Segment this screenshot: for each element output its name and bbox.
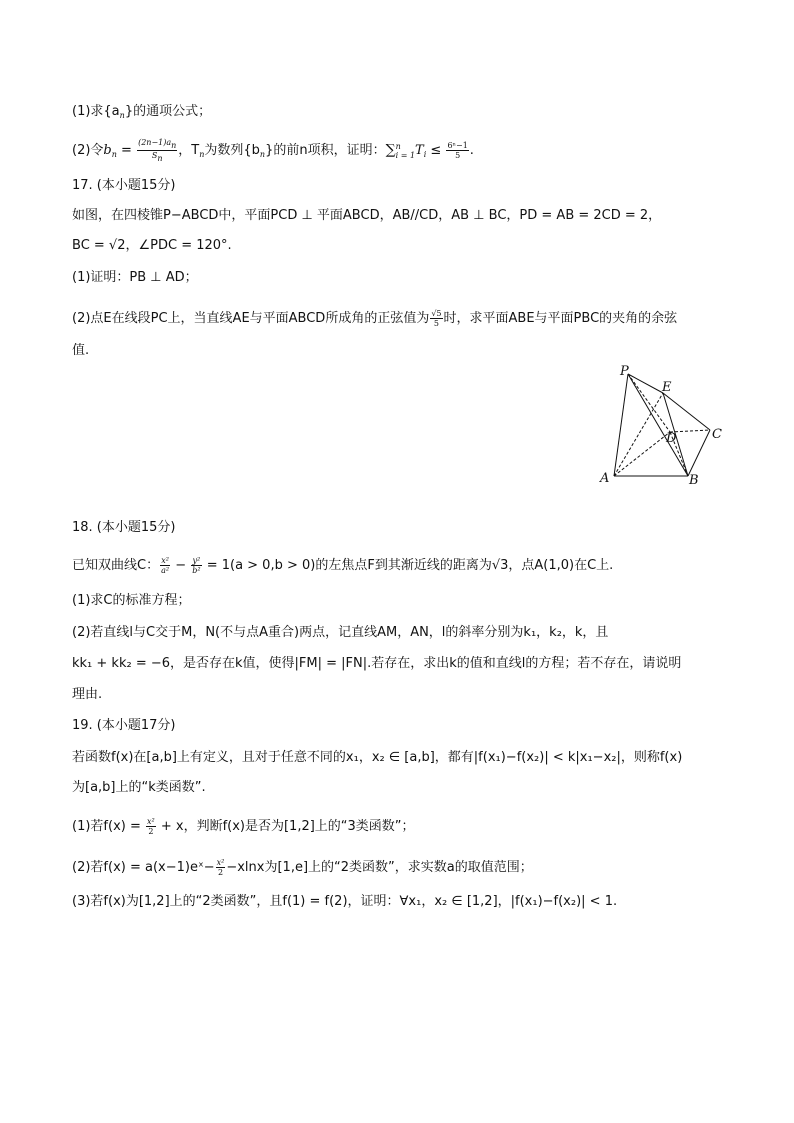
q16-part1-text: (1)求{a — [72, 104, 120, 119]
q16-frac-den: S — [151, 151, 158, 160]
q19-part2-a: (2)若f(x) = a(x−1)eˣ− — [72, 860, 215, 875]
q17-part2-text-b: 时，求平面ABE与平面PBC的夹角的余弦 — [443, 311, 678, 326]
q19-part2-frac-den: 2 — [217, 868, 224, 877]
label-B: B — [689, 473, 699, 488]
q19-part2-b: −xlnx为[1,e]上的“2类函数”，求实数a的取值范围； — [226, 860, 533, 875]
q17-sine-den: 5 — [433, 319, 439, 328]
q19-part1-frac-den: 2 — [148, 827, 154, 836]
label-C: C — [712, 427, 722, 442]
label-A: A — [600, 471, 610, 486]
q16-end: . — [469, 143, 474, 158]
q18-part2-line2: kk₁ + kk₂ = −6，是否存在k值，使得|FM| = |FN|.若存在，求出k的值和直线l的方程；若不存在，请说明 — [72, 656, 682, 671]
q18-heading: 18. (本小题15分) — [72, 520, 176, 535]
q18-stem-b: = 1(a > 0,b > 0)的左焦点F到其渐近线的距离为√3，点A(1,0)在C上. — [202, 558, 614, 573]
q16-mid3: }的前n项积，证明： — [265, 143, 386, 158]
q19-heading: 19. (本小题17分) — [72, 718, 176, 733]
q16-mid: ，T — [178, 143, 200, 158]
edge-PB — [628, 374, 688, 476]
q16-le: ≤ — [426, 143, 446, 158]
q16-part1-rest: }的通项公式； — [124, 104, 212, 119]
q18-part2-line3: 理由. — [72, 687, 103, 702]
edge-CB — [688, 430, 710, 476]
q16-part1 — [72, 104, 211, 124]
q17-heading: 17. (本小题15分) — [72, 178, 176, 193]
q19-part1-b: + x，判断f(x)是否为[1,2]上的“3类函数”； — [156, 819, 415, 834]
q17-stem-line1: 如图，在四棱锥P−ABCD中，平面PCD ⊥ 平面ABCD，AB//CD，AB ⊥ BC，PD = AB = 2CD = 2， — [72, 208, 662, 223]
q16-sum-sup: n — [395, 141, 401, 151]
q16-T: T — [415, 143, 424, 158]
q17-part2-cont: 值. — [72, 343, 90, 358]
label-D: D — [666, 431, 677, 446]
q17-part1: (1)证明：PB ⊥ AD； — [72, 270, 198, 285]
q16-part2-head: (2)令 — [72, 143, 104, 158]
pyramid-figure — [590, 360, 730, 490]
q16-frac-bn — [137, 138, 177, 163]
q19-part1-frac — [146, 817, 156, 836]
edge-AE-hidden — [614, 393, 663, 476]
q16-frac-num-sub: n — [171, 141, 177, 150]
q17-stem-line2: BC = √2，∠PDC = 120°. — [72, 238, 232, 253]
q18-stem-a: 已知双曲线C： — [72, 558, 160, 573]
q17-part2-text-a: (2)点E在线段PC上，当直线AE与平面ABCD所成角的正弦值为 — [72, 311, 430, 326]
q16-mid2: 为数列{b — [204, 143, 260, 158]
q16-rhs-den: 5 — [455, 151, 461, 160]
q18-frac-y — [191, 556, 201, 575]
edge-PA — [614, 374, 628, 476]
q19-part2-frac — [216, 858, 226, 877]
q16-frac-den-sub: n — [157, 154, 163, 163]
q16-eq: = — [116, 143, 137, 158]
q16-b-sub: n — [111, 150, 117, 159]
q16-b: b — [103, 143, 112, 158]
q18-frac-y-den: b² — [192, 566, 201, 575]
q19-stem-line1: 若函数f(x)在[a,b]上有定义，且对于任意不同的x₁，x₂ ∈ [a,b]，都有|f(x₁)−f(x₂)| < k|x₁−x₂|，则称f(x) — [72, 750, 683, 765]
q16-part2 — [72, 138, 474, 163]
q18-stem — [72, 556, 613, 575]
q19-part2-frac-num: x² — [216, 858, 225, 867]
q19-part1-frac-num: x² — [147, 817, 155, 826]
q18-minus: − — [171, 558, 191, 573]
q16-T-sub: i — [423, 150, 427, 159]
q18-frac-x-den: a² — [161, 566, 170, 575]
q16-rhs-frac — [446, 141, 468, 160]
label-E: E — [662, 380, 672, 395]
q16-sum-symbol: ∑ — [385, 142, 396, 158]
q16-frac-num: (2n−1)a — [138, 138, 172, 147]
q16-sum-limits — [396, 142, 415, 160]
q19-part3: (3)若f(x)为[1,2]上的“2类函数”，且f(1) = f(2)，证明：∀x₁，x₂ ∈ [1,2]，|f(x₁)−f(x₂)| < 1. — [72, 894, 618, 909]
q17-sine-frac — [430, 309, 442, 328]
q19-part1 — [72, 817, 415, 836]
edge-EC — [663, 393, 710, 430]
q17-part2 — [72, 309, 677, 328]
q18-frac-x — [160, 556, 170, 575]
q16-mid2-sub: n — [259, 150, 266, 159]
q18-part1: (1)求C的标准方程； — [72, 593, 191, 608]
q19-part1-a: (1)若f(x) = — [72, 819, 145, 834]
q19-stem-line2: 为[a,b]上的“k类函数”. — [72, 780, 206, 795]
q18-part2-line1: (2)若直线l与C交于M，N(不与点A重合)两点，记直线AM，AN，l的斜率分别为k₁，k₂，k，且 — [72, 625, 609, 640]
edge-AD-hidden — [614, 432, 670, 476]
q16-mid-sub: n — [199, 150, 205, 159]
q16-part1-sub: n — [119, 111, 125, 120]
q16-sum-sub: i = 1 — [395, 150, 416, 160]
q16-rhs-num: 6ⁿ−1 — [447, 141, 468, 150]
label-P: P — [620, 364, 629, 379]
q18-frac-y-num: y² — [192, 556, 201, 565]
q18-frac-x-num: x² — [161, 556, 169, 565]
q17-sine-num: √5 — [431, 309, 442, 318]
q19-part2 — [72, 858, 533, 877]
